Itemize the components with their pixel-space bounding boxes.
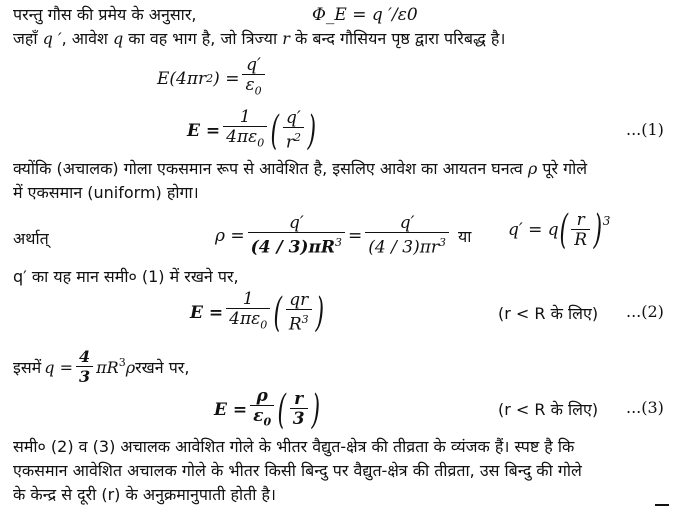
- right-paren: ): [307, 107, 317, 154]
- numerator: q′: [288, 213, 304, 233]
- numerator: r: [294, 389, 304, 410]
- subscript: 0: [257, 136, 265, 150]
- den-text: (4 / 3)πr: [368, 237, 440, 258]
- fraction: [226, 290, 270, 335]
- subscript: 0: [263, 415, 272, 429]
- eq-lhs: E(4πr: [157, 68, 207, 89]
- fraction: [223, 108, 267, 153]
- denominator: [223, 126, 267, 153]
- substitution-line-2: [13, 348, 189, 387]
- eq-lhs: q′ = q: [508, 220, 559, 240]
- exponent: 2: [294, 130, 301, 144]
- denominator: [250, 405, 274, 432]
- text-segment: या: [458, 227, 472, 246]
- math-q: q: [112, 29, 124, 48]
- left-paren: (: [273, 289, 283, 336]
- text-segment: एकसमान आवेशित अचालक गोले के भीतर किसी बिन्दु पर वैद्युत-क्षेत्र की तीव्रता, उस बिन्दु की गोले: [13, 461, 582, 480]
- denominator: 3: [290, 408, 308, 429]
- text-segment: पूरे गोले: [537, 159, 588, 178]
- fraction: [250, 387, 274, 432]
- right-paren: ): [311, 386, 320, 433]
- denominator: [283, 127, 304, 153]
- intro-text: [13, 4, 196, 26]
- exponent: 3: [602, 214, 611, 228]
- or-label: [458, 226, 471, 248]
- numerator: 4: [78, 347, 91, 366]
- numerator: r: [576, 209, 585, 230]
- equation-number-2: ...(2): [626, 302, 664, 321]
- den-text: R: [288, 314, 302, 335]
- numerator: q′: [246, 55, 261, 75]
- paragraph-line-2: [13, 182, 199, 204]
- epsilon: ε: [253, 406, 264, 426]
- denominator: 3: [76, 366, 93, 387]
- conclusion-line-3: [13, 484, 276, 506]
- text-segment: , आवेश: [61, 29, 113, 48]
- math-pi-r: πR: [96, 357, 119, 377]
- flux-equation-text: Φ_E = q ′/ε0: [312, 5, 418, 25]
- conclusion-line-2: [13, 460, 582, 482]
- fraction: [365, 214, 449, 258]
- text-segment: का वह भाग है, जो त्रिज्या: [123, 29, 283, 48]
- fraction: [76, 348, 93, 387]
- math-r: r: [282, 29, 290, 48]
- equation-charge: [508, 207, 611, 253]
- eq-rhs-start: ) =: [213, 68, 240, 89]
- exponent: 3: [439, 236, 447, 249]
- eq-lhs: E =: [187, 120, 221, 141]
- text-segment: अर्थात्: [13, 229, 49, 248]
- text-segment: के केन्द्र से दूरी (r) के अनुक्रमानुपाती होती है।: [13, 485, 276, 504]
- eq-lhs: E =: [214, 399, 248, 420]
- right-paren: ): [315, 289, 324, 336]
- gauss-flux-equation: [312, 4, 418, 26]
- end-mark: [655, 504, 669, 506]
- fraction: [242, 56, 264, 101]
- inner-fraction: [286, 291, 312, 335]
- equation-number-3: ...(3): [626, 398, 664, 417]
- text-segment: q′ का यह मान समी० (1) में रखने पर,: [13, 267, 239, 286]
- exponent: 3: [335, 236, 343, 249]
- subscript: 0: [254, 84, 262, 98]
- left-paren: (: [277, 386, 287, 433]
- equals: =: [348, 225, 363, 246]
- numerator: qr: [289, 289, 309, 310]
- inner-fraction: [283, 109, 304, 153]
- exponent: 3: [118, 356, 126, 369]
- condition-2: (r < R के लिए): [498, 304, 599, 323]
- den-text: (4 / 3)πR: [250, 237, 336, 258]
- text-segment: जहाँ: [13, 29, 43, 48]
- denominator: [248, 232, 345, 258]
- text-segment: क्योंकि (अचालक) गोला एकसमान रूप से आवेशित है, इसलिए आवेश का आयतन घनत्व: [13, 159, 528, 178]
- definition-line: [13, 28, 505, 50]
- eq-lhs: E =: [190, 302, 224, 323]
- equation-gauss-sphere: [157, 56, 268, 101]
- text-segment: रखने पर,: [135, 357, 190, 377]
- exponent: 2: [206, 71, 214, 85]
- equation-number-1: ...(1): [626, 120, 664, 139]
- equation-density: [215, 214, 452, 258]
- exponent: 3: [301, 312, 309, 326]
- math-q-equals: q =: [44, 357, 73, 377]
- math-rho: ρ: [527, 159, 538, 178]
- denominator: [226, 308, 270, 335]
- den-text: 4πε: [226, 127, 258, 147]
- text-segment: में एकसमान (uniform) होगा।: [13, 183, 199, 202]
- equation-2: [190, 290, 324, 335]
- left-paren: (: [559, 207, 568, 253]
- inner-fraction: [290, 390, 308, 429]
- equation-3: [214, 387, 320, 432]
- numerator: q′: [286, 107, 301, 128]
- paragraph-line-1: [13, 158, 587, 180]
- text-segment: के बन्द गौसियन पृष्ठ द्वारा परिबद्ध है।: [289, 29, 506, 48]
- text-segment: समी० (2) व (3) अचालक आवेशित गोले के भीतर वैद्युत-क्षेत्र की तीव्रता के व्यंजक हैं। स्पष्ट है कि: [13, 437, 575, 456]
- den-text: r: [285, 132, 294, 153]
- fraction: [248, 214, 345, 258]
- denominator: [365, 232, 449, 258]
- gauss-law-intro: परन्तु गौस की प्रमेय के अनुसार,: [13, 5, 197, 24]
- conclusion-line-1: [13, 436, 574, 458]
- numerator: 1: [239, 107, 251, 127]
- math-rho: ρ: [125, 357, 136, 377]
- substitution-line: [13, 266, 239, 288]
- equation-1: [187, 108, 317, 153]
- fraction: [571, 211, 590, 250]
- left-paren: (: [270, 107, 280, 154]
- text-segment: इसमें: [13, 357, 42, 377]
- numerator: q′: [399, 213, 415, 233]
- numerator: ρ: [256, 386, 268, 406]
- condition-3: (r < R के लिए): [498, 400, 599, 419]
- math-q-prime: q ′: [42, 29, 62, 48]
- denominator: R: [571, 229, 590, 250]
- eq-lhs: ρ =: [215, 225, 245, 246]
- denominator: [286, 309, 312, 335]
- right-paren: ): [593, 207, 603, 253]
- numerator: 1: [242, 289, 254, 309]
- denominator: [242, 74, 264, 101]
- subscript: 0: [260, 318, 268, 332]
- den-text: 4πε: [229, 309, 261, 329]
- epsilon: ε: [245, 75, 255, 95]
- arthat-label: [13, 228, 49, 250]
